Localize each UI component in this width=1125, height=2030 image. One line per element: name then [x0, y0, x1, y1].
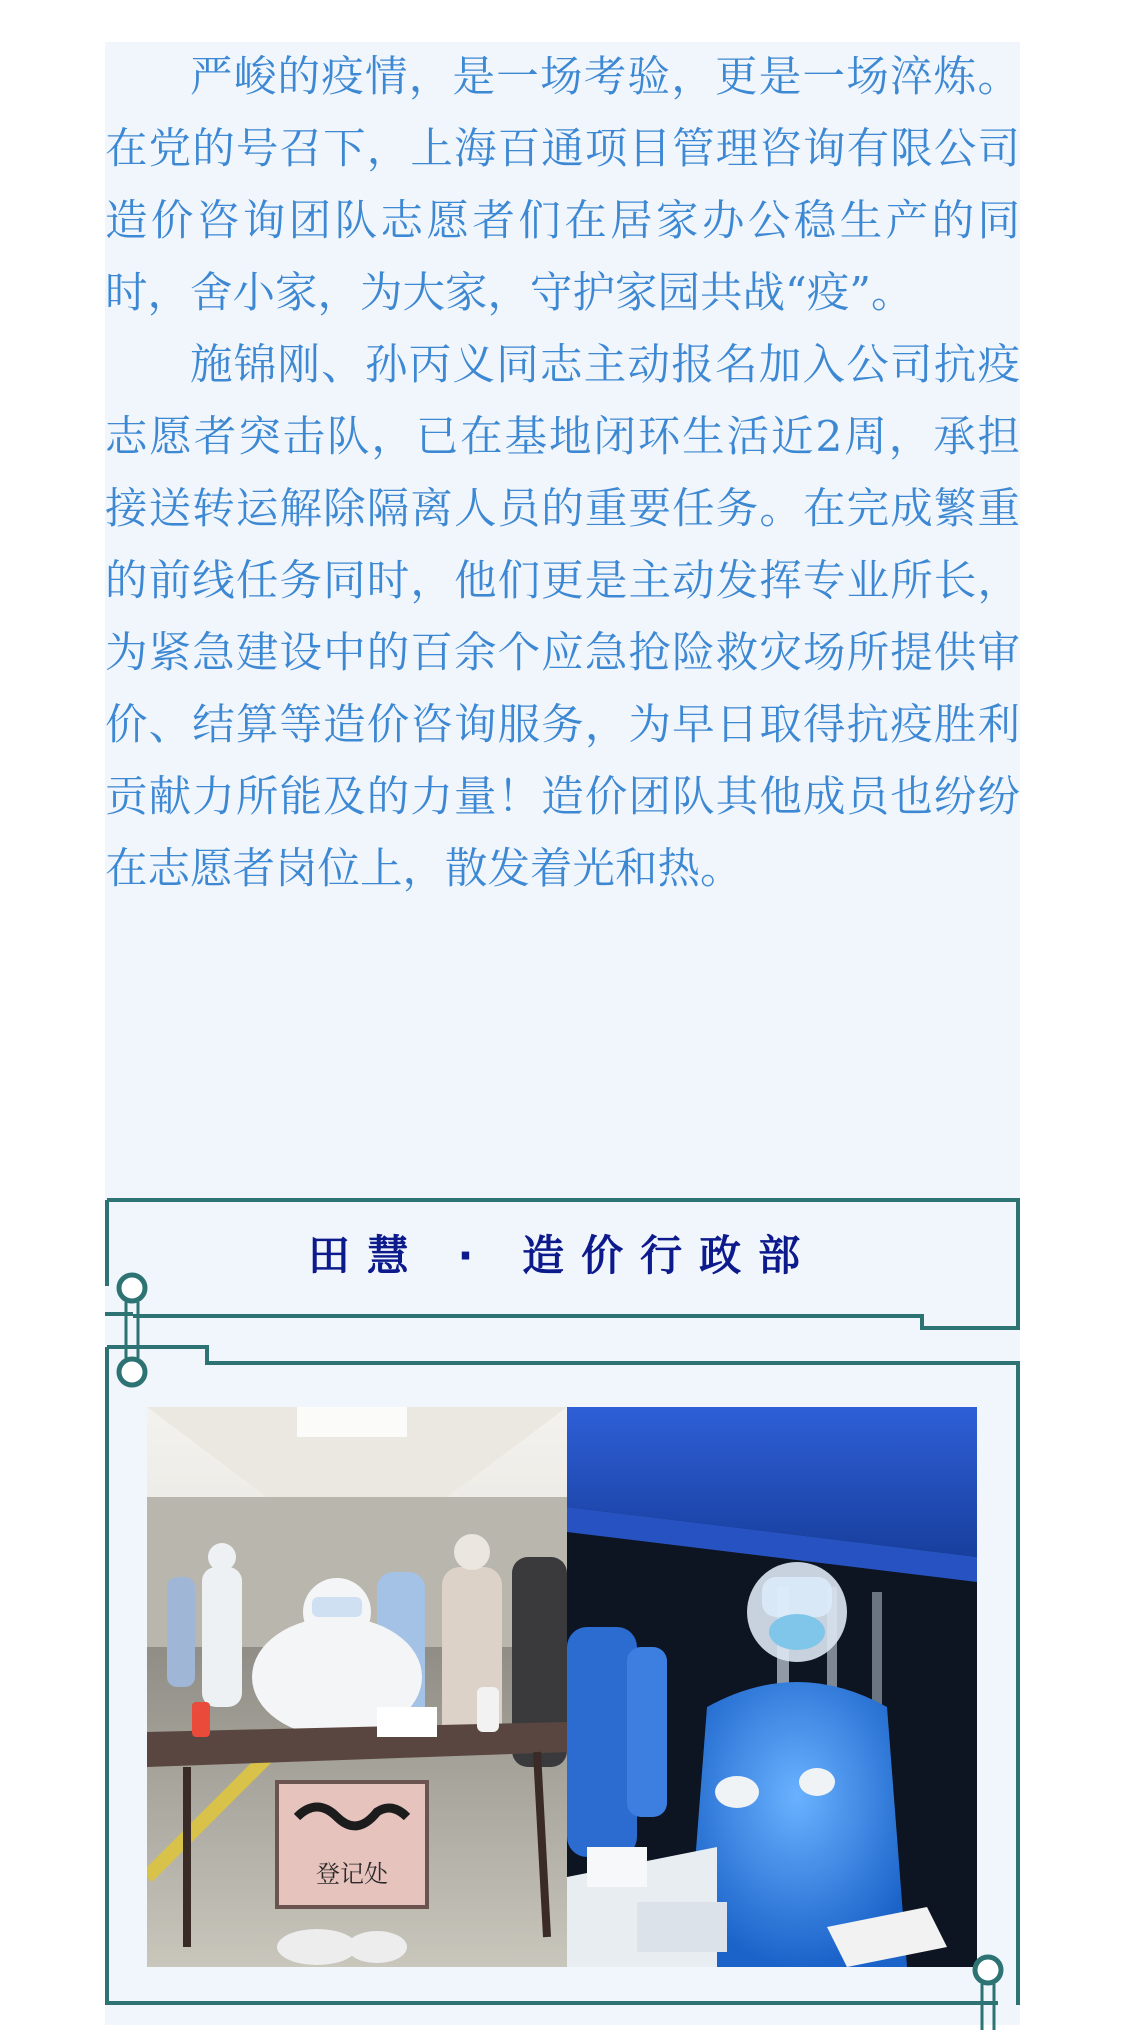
sign-label: 登记处 [316, 1860, 388, 1888]
section-title: 田慧 · 造价行政部 [307, 1231, 818, 1280]
paragraph-1: 严峻的疫情，是一场考验，更是一场淬炼。在党的号召下，上海百通项目管理咨询有限公司造价咨询团队志愿者们在居家办公稳生产的同时，舍小家，为大家，守护家园共战“疫”。 [105, 53, 1020, 318]
article-body [105, 42, 1020, 906]
photo-frame [105, 1345, 1020, 2025]
connector-ring-icon-bottom [968, 1950, 1008, 2030]
registration-desk-photo [147, 1407, 567, 1967]
section-header [105, 1198, 1020, 1330]
night-tent-photo [567, 1407, 977, 1967]
paragraph-2: 施锦刚、孙丙义同志主动报名加入公司抗疫志愿者突击队，已在基地闭环生活近2周，承担接送转运解除隔离人员的重要任务。在完成繁重的前线任务同时，他们更是主动发挥专业所长，为紧急建设中的百余个应急抢险救灾场所提供审价、结算等造价咨询服务，为早日取得抗疫胜利贡献力所能及的力量！造价团队其他成员也纷纷在志愿者岗位上，散发着光和热。 [105, 341, 1020, 894]
